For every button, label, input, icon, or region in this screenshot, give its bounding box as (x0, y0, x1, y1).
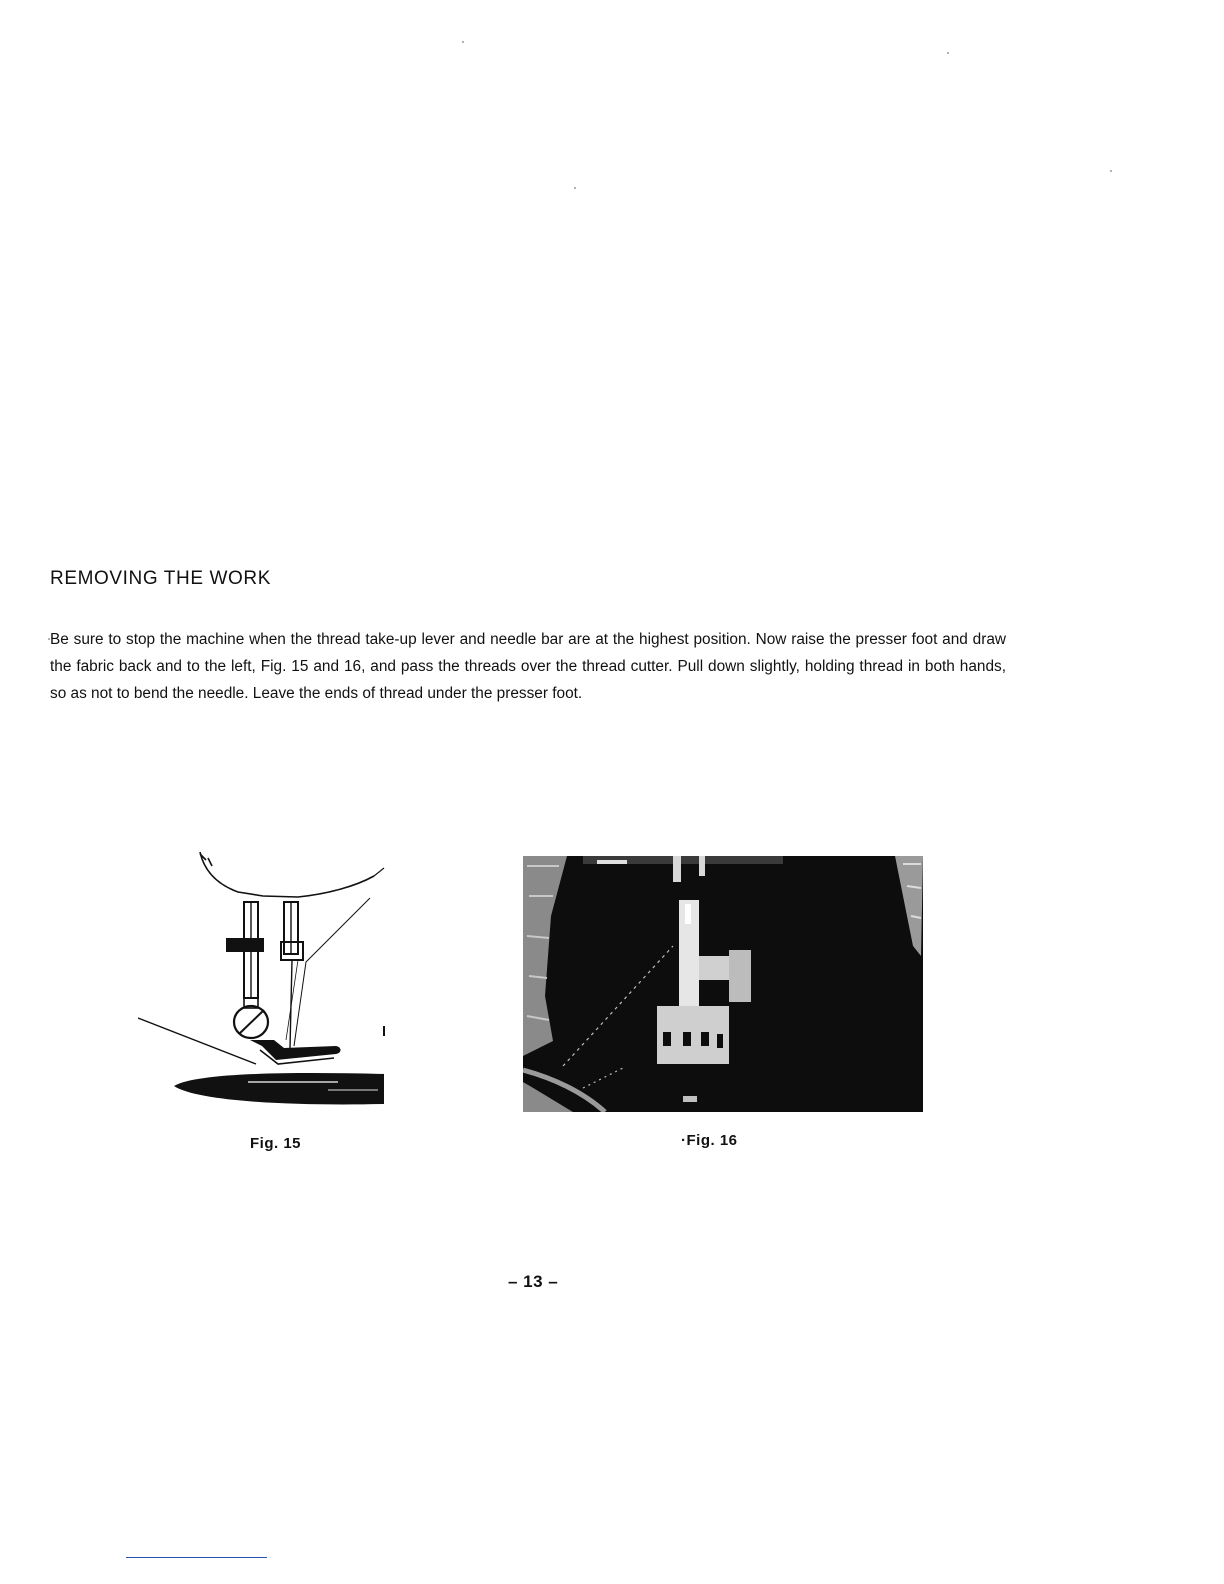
section-heading: REMOVING THE WORK (50, 568, 271, 589)
fig-16-caption: ·Fig. 16 (681, 1132, 738, 1149)
scan-speck (1110, 170, 1112, 172)
footer-rule (126, 1557, 267, 1558)
scan-speck (462, 41, 464, 43)
page-number: – 13 – (508, 1272, 559, 1291)
fig-15-caption: Fig. 15 (250, 1135, 302, 1152)
scan-speck (947, 52, 949, 54)
instruction-paragraph: Be sure to stop the machine when the thread take-up lever and needle bar are at the highest position. Now raise the presser foot and draw the fabric back and to the left, Fig. 15 and 16, and pass the threads over the thread cutter. Pull down slightly, holding thread in both hands, so as not to bend the needle. Leave the ends of thread under the presser foot. (50, 631, 1006, 702)
fig-15-illustration (138, 850, 386, 1110)
fig-16-illustration (523, 856, 923, 1112)
scan-speck (574, 187, 576, 189)
